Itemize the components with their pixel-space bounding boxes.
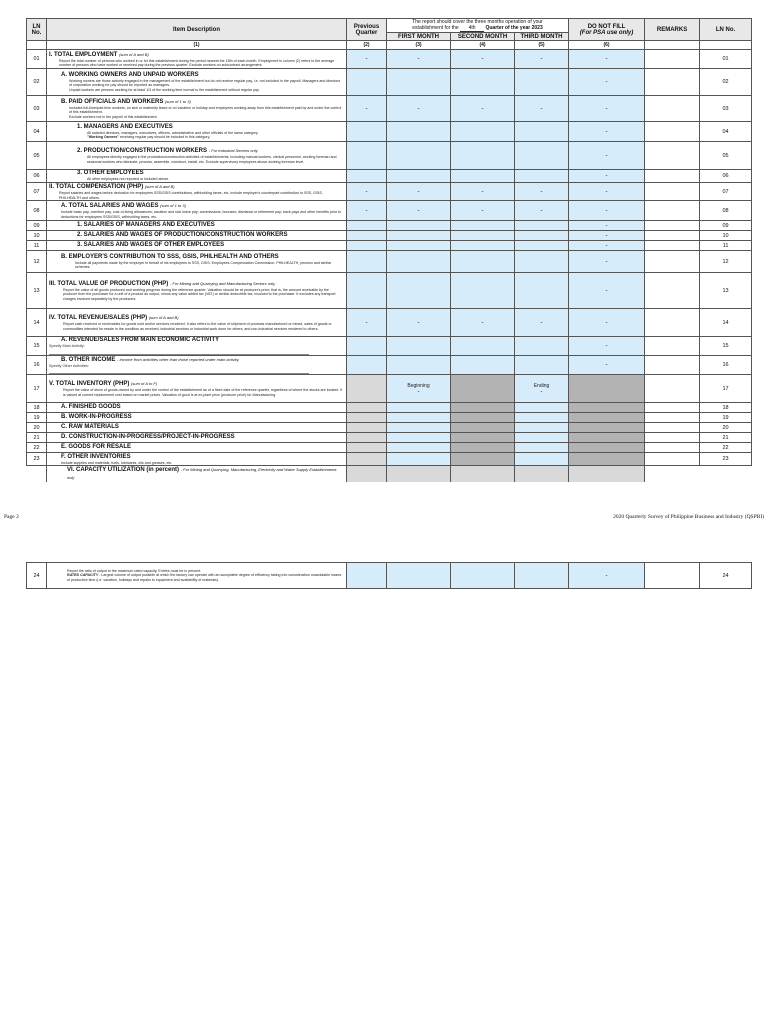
- remarks-input[interactable]: [645, 122, 700, 142]
- remarks-input[interactable]: [645, 170, 700, 183]
- row-description: 3. OTHER EMPLOYEES All other employees not reported or included above.: [47, 170, 347, 183]
- first-month-input[interactable]: -: [387, 309, 451, 337]
- second-month-disabled: [451, 413, 515, 423]
- psa-use-cell: -: [569, 142, 645, 170]
- row-description: E. GOODS FOR RESALE: [47, 443, 347, 453]
- first-month-header: FIRST MONTH: [387, 33, 451, 41]
- previous-quarter-input[interactable]: [347, 251, 387, 273]
- psa-use-disabled: [569, 433, 645, 443]
- line-number-right: 15: [700, 337, 752, 356]
- ending-inventory-input[interactable]: [515, 433, 569, 443]
- third-month-input[interactable]: [515, 221, 569, 231]
- row-description: II. TOTAL COMPENSATION (PHP) (sum of A and B) Report salaries and wages before deduction for employees SSS/GSIS contributions, withholding taxes, etc. Include employer's counterpart contribution to SSS, GSIS, PHILHEALTH and others.: [47, 183, 347, 201]
- previous-quarter-input[interactable]: [347, 231, 387, 241]
- previous-quarter-disabled: [347, 423, 387, 433]
- previous-quarter-input[interactable]: [347, 221, 387, 231]
- line-number-right: 23: [700, 453, 752, 466]
- second-month-disabled: [451, 453, 515, 466]
- second-month-input[interactable]: -: [451, 201, 515, 221]
- psa-use-cell: -: [569, 170, 645, 183]
- table-row: [27, 563, 752, 589]
- second-month-header: SECOND MONTH: [451, 33, 515, 41]
- table-row: [27, 423, 752, 433]
- beginning-inventory-input[interactable]: [387, 423, 451, 433]
- table-row: [27, 96, 752, 122]
- line-number: 04: [27, 122, 47, 142]
- row-description: A. FINISHED GOODS: [47, 403, 347, 413]
- ending-inventory-input[interactable]: Ending -: [515, 375, 569, 403]
- table-row: [27, 355, 752, 375]
- line-number-right: 05: [700, 142, 752, 170]
- line-number: 09: [27, 221, 47, 231]
- row-description: V. TOTAL INVENTORY (PHP) (sum of A to F) Report the value of stock of goods owned by and under the control of the establishment as of a fixed date of the reference quarter, regardless of where the stocks are located. It is valued at current replacement cost based on market prices. Valuation of good is at ex-plant price (producer price) for Manufacturing.: [47, 375, 347, 403]
- third-month-input[interactable]: [515, 563, 569, 589]
- row-description: F. OTHER INVENTORIES Include supplies and materials, fuels, lubricants, oils and greases, etc.: [47, 453, 347, 466]
- row-description: A. TOTAL SALARIES AND WAGES (sum of 1 to 3) Include basic pay, overtime pay, cost-of-living allowances; vacation and sick leave pay; commissions; bonuses; dismissal or retirement pay; back pays and other benefits prior to deductions for employees SSS/GSIS, withholding taxes, etc.: [47, 201, 347, 221]
- line-number-right: 14: [700, 309, 752, 337]
- row-description: B. PAID OFFICIALS AND WORKERS (sum of 1 to 3) Includes full-time/part-time workers, on sick or maternity leave or on vacation or holiday and employees working away from this establishment paid by and under the control of this establishment. Exclude workers not in the payroll of this establishment.: [47, 96, 347, 122]
- psa-use-disabled: [569, 403, 645, 413]
- row-description: B. OTHER INCOME - Income from activities other than those reported under main activity. Specify Other Activities:: [47, 355, 347, 375]
- row-description: 2. SALARIES AND WAGES OF PRODUCTION/CONSTRUCTION WORKERS: [47, 231, 347, 241]
- second-month-input[interactable]: -: [451, 50, 515, 69]
- first-month-input[interactable]: [387, 337, 451, 356]
- second-month-disabled: [451, 375, 515, 403]
- second-month-input[interactable]: [451, 142, 515, 170]
- row-description: A. WORKING OWNERS AND UNPAID WORKERS Working owners are those actively engaged in the management of the establishment but do not receive regular pay, i.e. not included in the payroll. Managers and directors of corporation working for pay should be reported as managers. Unpaid workers are persons working for at least 1/3 of the working time normal to the establishment without regular pay.: [47, 69, 347, 96]
- beginning-inventory-input[interactable]: [387, 443, 451, 453]
- remarks-input[interactable]: [645, 201, 700, 221]
- previous-quarter-disabled: [347, 453, 387, 466]
- first-month-input[interactable]: [387, 251, 451, 273]
- psa-use-cell: -: [569, 355, 645, 375]
- line-number-right: 03: [700, 96, 752, 122]
- psa-use-disabled: [569, 443, 645, 453]
- psa-use-header: DO NOT FILL (For PSA use only): [569, 19, 645, 41]
- remarks-input[interactable]: [645, 413, 700, 423]
- line-number: 20: [27, 423, 47, 433]
- second-month-input[interactable]: [451, 337, 515, 356]
- third-month-input[interactable]: [515, 355, 569, 375]
- second-month-input[interactable]: -: [451, 96, 515, 122]
- table-row: [27, 201, 752, 221]
- ln-header: LN No.: [27, 19, 47, 41]
- remarks-input[interactable]: [645, 433, 700, 443]
- line-number-right: 18: [700, 403, 752, 413]
- previous-quarter-input[interactable]: -: [347, 50, 387, 69]
- first-month-input[interactable]: [387, 355, 451, 375]
- psa-use-cell: -: [569, 273, 645, 309]
- remarks-input[interactable]: [645, 443, 700, 453]
- row-description: 3. SALARIES AND WAGES OF OTHER EMPLOYEES: [47, 241, 347, 251]
- line-number: 06: [27, 170, 47, 183]
- first-month-input[interactable]: [387, 170, 451, 183]
- line-number-right: 09: [700, 221, 752, 231]
- second-month-input[interactable]: [451, 563, 515, 589]
- psa-use-cell: -: [569, 122, 645, 142]
- survey-name: 2020 Quarterly Survey of Philippine Business and Industry (QSPBI): [613, 514, 764, 520]
- table-row: [27, 453, 752, 466]
- line-number-right: 24: [700, 563, 752, 589]
- psa-use-cell: -: [569, 563, 645, 589]
- table-row: [27, 183, 752, 201]
- beginning-inventory-input[interactable]: [387, 403, 451, 413]
- line-number: 11: [27, 241, 47, 251]
- row-description: III. TOTAL VALUE OF PRODUCTION (PHP) - For Mining and Quarrying and Manufacturing Sectors only Report the value of all goods produced and working progress during the reference quarter. Valuation should be at producer's price; that is, the amount receivable by the producer from the purchaser for a unit of a product as output, minus any value added tax (VAT) or similar deductible tax, invoiced to the purchaser. It excludes any transport charges invoiced separately by the producers.: [47, 273, 347, 309]
- table-row: [27, 375, 752, 403]
- third-month-input[interactable]: [515, 69, 569, 96]
- second-month-input[interactable]: -: [451, 309, 515, 337]
- previous-quarter-input[interactable]: [347, 170, 387, 183]
- line-number: 23: [27, 453, 47, 466]
- psa-use-disabled: [569, 453, 645, 466]
- line-number-right: 06: [700, 170, 752, 183]
- psa-use-cell: -: [569, 337, 645, 356]
- row-description: I. TOTAL EMPLOYMENT (sum of A and B) Report the total number of persons who worked in or for this establishment during the period nearest the 15th of each month. Employment in column (2) refers to the average number of persons who have worked or received pay during the previous quarter. Exclude workers on subcontract arrangement.: [47, 50, 347, 69]
- line-number: 12: [27, 251, 47, 273]
- psa-use-cell: -: [569, 69, 645, 96]
- line-number-right: 19: [700, 413, 752, 423]
- row-description: B. EMPLOYER'S CONTRIBUTION TO SSS, GSIS, PHILHEALTH AND OTHERS Include all payments made by the employer in behalf of his employees to SSS, GSIS, Employees Compensation Commission, PHILHEALTH, pension and similar schemes.: [47, 251, 347, 273]
- second-month-disabled: [451, 443, 515, 453]
- line-number: 19: [27, 413, 47, 423]
- first-month-input[interactable]: [387, 69, 451, 96]
- beginning-inventory-input[interactable]: Beginning -: [387, 375, 451, 403]
- table-row: [27, 142, 752, 170]
- line-number: 08: [27, 201, 47, 221]
- remarks-input[interactable]: [645, 337, 700, 356]
- first-month-input[interactable]: [387, 122, 451, 142]
- row-description: D. CONSTRUCTION-IN-PROGRESS/PROJECT-IN-PROGRESS: [47, 433, 347, 443]
- line-number: 17: [27, 375, 47, 403]
- ending-inventory-input[interactable]: [515, 413, 569, 423]
- remarks-input[interactable]: [645, 403, 700, 413]
- remarks-input[interactable]: [645, 453, 700, 466]
- third-month-input[interactable]: -: [515, 96, 569, 122]
- table-row: [27, 443, 752, 453]
- previous-quarter-input[interactable]: -: [347, 309, 387, 337]
- line-number-right: 02: [700, 69, 752, 96]
- psa-use-cell: -: [569, 231, 645, 241]
- psa-use-cell: -: [569, 183, 645, 201]
- line-number-right: 10: [700, 231, 752, 241]
- psa-use-disabled: [569, 413, 645, 423]
- line-number: 13: [27, 273, 47, 309]
- remarks-input[interactable]: [645, 251, 700, 273]
- psa-use-cell: -: [569, 309, 645, 337]
- line-number-right: 17: [700, 375, 752, 403]
- table-row: [27, 433, 752, 443]
- table-row: [27, 337, 752, 356]
- third-month-input[interactable]: [515, 251, 569, 273]
- form-table: [26, 18, 752, 482]
- row-description: B. WORK-IN-PROGRESS: [47, 413, 347, 423]
- table-row: [27, 309, 752, 337]
- previous-quarter-disabled: [347, 403, 387, 413]
- line-number: 10: [27, 231, 47, 241]
- table-row: [27, 251, 752, 273]
- previous-quarter-input[interactable]: -: [347, 201, 387, 221]
- line-number-right: 08: [700, 201, 752, 221]
- previous-quarter-input[interactable]: [347, 241, 387, 251]
- third-month-input[interactable]: -: [515, 201, 569, 221]
- row-description: 1. MANAGERS AND EXECUTIVES All salaried directors, managers, executives, officers, administrative and other officials of the same category. "Working Owners" receiving regular pay should be included in this category.: [47, 122, 347, 142]
- other-activities-field[interactable]: [49, 368, 309, 374]
- first-month-input[interactable]: [387, 142, 451, 170]
- second-month-input[interactable]: [451, 69, 515, 96]
- line-number-right: 22: [700, 443, 752, 453]
- first-month-input[interactable]: -: [387, 183, 451, 201]
- remarks-header: REMARKS: [645, 19, 700, 41]
- main-activity-field[interactable]: [49, 349, 309, 355]
- ending-inventory-input[interactable]: [515, 423, 569, 433]
- remarks-input[interactable]: [645, 309, 700, 337]
- line-number: 16: [27, 355, 47, 375]
- table-row: [27, 231, 752, 241]
- line-number: 21: [27, 433, 47, 443]
- table-row: [27, 221, 752, 231]
- second-month-input[interactable]: [451, 170, 515, 183]
- line-number-right: 11: [700, 241, 752, 251]
- remarks-input[interactable]: [645, 183, 700, 201]
- first-month-input[interactable]: -: [387, 50, 451, 69]
- previous-quarter-header: Previous Quarter: [347, 19, 387, 41]
- table-row: [27, 403, 752, 413]
- form-sheet-page-3-top: [26, 562, 751, 589]
- line-number: 18: [27, 403, 47, 413]
- quarter-field[interactable]: 4th: [460, 25, 484, 32]
- line-number: 15: [27, 337, 47, 356]
- third-month-input[interactable]: -: [515, 309, 569, 337]
- table-row: [27, 413, 752, 423]
- ending-inventory-input[interactable]: [515, 453, 569, 466]
- row-description: A. REVENUE/SALES FROM MAIN ECONOMIC ACTIVITY Specify Main Activity:: [47, 337, 347, 356]
- row-description: 1. SALARIES OF MANAGERS AND EXECUTIVES: [47, 221, 347, 231]
- item-description-header: Item Description: [47, 19, 347, 41]
- row-description: IV. TOTAL REVENUE/SALES (PHP) (sum of A and B) Report cash received or receivables for goods sold and/or services rendered. It also refers to the value of shipment of products manufactured or mined, sales of goods or commodities intended for resale in the condition as received, industrial services or industrial work done for others, and non-industrial services rendered to others.: [47, 309, 347, 337]
- psa-use-cell: -: [569, 241, 645, 251]
- psa-use-cell: -: [569, 251, 645, 273]
- first-month-input[interactable]: -: [387, 201, 451, 221]
- remarks-input[interactable]: [645, 221, 700, 231]
- row-description: 2. PRODUCTION/CONSTRUCTION WORKERS - For Industrial Sectors only All employees directly engaged in the production/construction activities of establishments, including manual workers, clerical personnel, working foreman and seasonal workers who fabricate, process, assemble, construct, install, etc. Exclude supervisory employees above working foreman level.: [47, 142, 347, 170]
- remarks-input[interactable]: [645, 231, 700, 241]
- table-row: [27, 170, 752, 183]
- table-row: [27, 273, 752, 309]
- previous-quarter-disabled: [347, 443, 387, 453]
- line-number-right: 13: [700, 273, 752, 309]
- beginning-inventory-input[interactable]: [387, 413, 451, 423]
- row-description: Report the ratio of output to the maximum rated capacity. Entries must be in percent. RATED CAPACITY - Largest volume of output possible at which the factory can operate with an acceptable degree of efficiency taking into consideration unavoidable losses of productive time (i.e. vacation, holidays and repairs to equipment and availability of materials).: [47, 563, 347, 589]
- second-month-input[interactable]: [451, 221, 515, 231]
- line-number: 02: [27, 69, 47, 96]
- second-month-disabled: [451, 433, 515, 443]
- previous-quarter-input[interactable]: -: [347, 183, 387, 201]
- capacity-utilization-title-row: [27, 466, 752, 483]
- row-description: C. RAW MATERIALS: [47, 423, 347, 433]
- first-month-input[interactable]: -: [387, 96, 451, 122]
- previous-quarter-input[interactable]: [347, 355, 387, 375]
- form-sheet-page-2: [26, 18, 751, 482]
- third-month-input[interactable]: [515, 241, 569, 251]
- remarks-input[interactable]: [645, 69, 700, 96]
- third-month-input[interactable]: [515, 337, 569, 356]
- first-month-input[interactable]: [387, 231, 451, 241]
- line-number-right: 04: [700, 122, 752, 142]
- remarks-input[interactable]: [645, 142, 700, 170]
- psa-use-disabled: [569, 423, 645, 433]
- third-month-input[interactable]: [515, 142, 569, 170]
- previous-quarter-input[interactable]: [347, 69, 387, 96]
- second-month-input[interactable]: -: [451, 183, 515, 201]
- first-month-input[interactable]: [387, 273, 451, 309]
- first-month-input[interactable]: [387, 221, 451, 231]
- table-header: [27, 19, 752, 50]
- psa-use-cell: -: [569, 96, 645, 122]
- remarks-input[interactable]: [645, 273, 700, 309]
- remarks-input[interactable]: [645, 563, 700, 589]
- line-number: 24: [27, 563, 47, 589]
- remarks-input[interactable]: [645, 50, 700, 69]
- line-number-right: 12: [700, 251, 752, 273]
- table-body: [27, 50, 752, 483]
- capacity-table: [26, 562, 752, 589]
- second-month-input[interactable]: [451, 122, 515, 142]
- line-number-right: 01: [700, 50, 752, 69]
- table-row: [27, 69, 752, 96]
- previous-quarter-input[interactable]: [347, 122, 387, 142]
- remarks-input[interactable]: [645, 355, 700, 375]
- remarks-input[interactable]: [645, 241, 700, 251]
- third-month-input[interactable]: -: [515, 183, 569, 201]
- second-month-input[interactable]: [451, 231, 515, 241]
- remarks-input[interactable]: [645, 96, 700, 122]
- third-month-input[interactable]: [515, 273, 569, 309]
- line-number: 01: [27, 50, 47, 69]
- third-month-input[interactable]: [515, 170, 569, 183]
- column-number-row: (1) (2) (3) (4) (5) (6): [27, 41, 752, 50]
- table-row: [27, 241, 752, 251]
- third-month-input[interactable]: [515, 122, 569, 142]
- report-period-note: The report should cover the three months operation of your establishment for the 4th Quarter of the year 2023: [387, 19, 569, 33]
- previous-quarter-input[interactable]: [347, 563, 387, 589]
- line-number-right: 20: [700, 423, 752, 433]
- second-month-input[interactable]: [451, 355, 515, 375]
- ending-inventory-input[interactable]: [515, 443, 569, 453]
- psa-use-cell: -: [569, 201, 645, 221]
- previous-quarter-input[interactable]: [347, 273, 387, 309]
- second-month-input[interactable]: [451, 241, 515, 251]
- psa-use-disabled: [569, 375, 645, 403]
- previous-quarter-input[interactable]: -: [347, 96, 387, 122]
- first-month-input[interactable]: [387, 241, 451, 251]
- line-number: 22: [27, 443, 47, 453]
- line-number-right: 21: [700, 433, 752, 443]
- previous-quarter-input[interactable]: [347, 142, 387, 170]
- table-row: [27, 50, 752, 69]
- line-number: 14: [27, 309, 47, 337]
- table-row: [27, 122, 752, 142]
- second-month-input[interactable]: [451, 251, 515, 273]
- capacity-utilization-title: VI. CAPACITY UTILIZATION (in percent) - For Mining and Quarrying, Manufacturing, Electricity and Water Supply Establishments only: [47, 466, 347, 483]
- first-month-input[interactable]: [387, 563, 451, 589]
- previous-quarter-disabled: [347, 413, 387, 423]
- line-number-right: 07: [700, 183, 752, 201]
- psa-use-cell: -: [569, 221, 645, 231]
- line-number: 07: [27, 183, 47, 201]
- ending-inventory-input[interactable]: [515, 403, 569, 413]
- page-number: Page 2: [4, 514, 19, 520]
- remarks-input[interactable]: [645, 375, 700, 403]
- beginning-inventory-input[interactable]: [387, 433, 451, 443]
- third-month-input[interactable]: -: [515, 50, 569, 69]
- beginning-inventory-input[interactable]: [387, 453, 451, 466]
- previous-quarter-disabled: [347, 375, 387, 403]
- third-month-header: THIRD MONTH: [515, 33, 569, 41]
- line-number: 05: [27, 142, 47, 170]
- psa-use-cell: -: [569, 50, 645, 69]
- second-month-disabled: [451, 403, 515, 413]
- previous-quarter-input[interactable]: [347, 337, 387, 356]
- second-month-input[interactable]: [451, 273, 515, 309]
- line-number-right: 16: [700, 355, 752, 375]
- previous-quarter-disabled: [347, 433, 387, 443]
- second-month-disabled: [451, 423, 515, 433]
- line-number: 03: [27, 96, 47, 122]
- ln-header-right: LN No.: [700, 19, 752, 41]
- third-month-input[interactable]: [515, 231, 569, 241]
- remarks-input[interactable]: [645, 423, 700, 433]
